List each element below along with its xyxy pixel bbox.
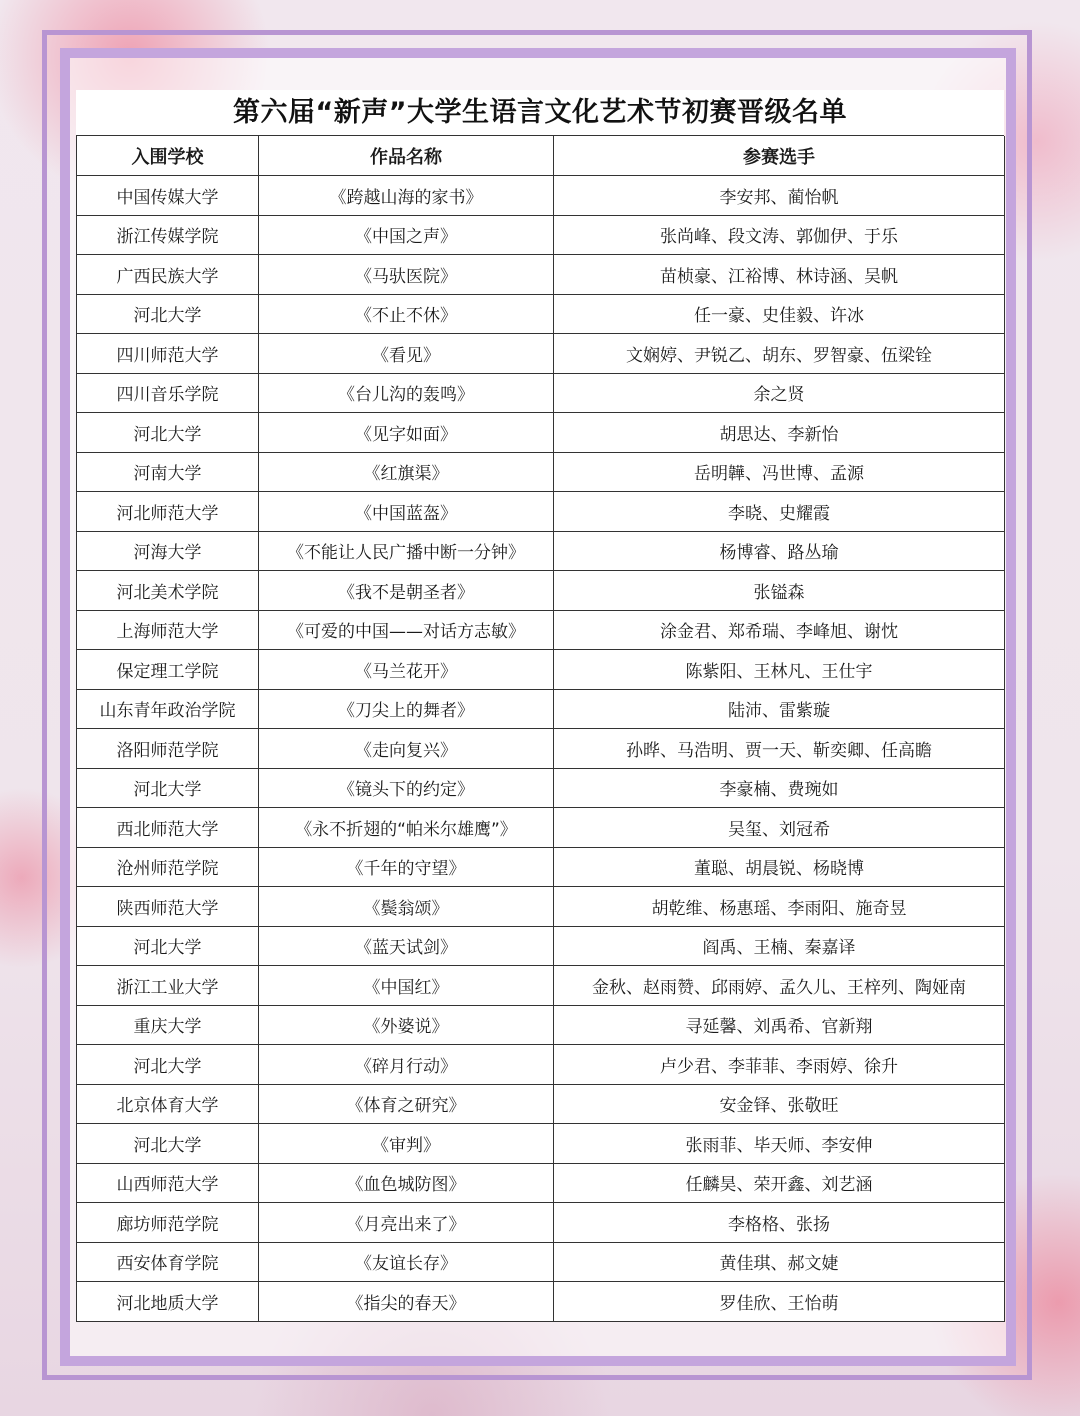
table-row — [77, 1084, 1005, 1124]
cell-players: 杨博睿、路丛瑜 — [554, 531, 1005, 571]
cell-work: 《体育之研究》 — [259, 1084, 554, 1124]
cell-work: 《千年的守望》 — [259, 847, 554, 887]
column-header-school: 入围学校 — [77, 136, 259, 176]
cell-school: 保定理工学院 — [77, 650, 259, 690]
table-row — [77, 729, 1005, 769]
cell-school: 四川音乐学院 — [77, 373, 259, 413]
cell-school: 上海师范大学 — [77, 610, 259, 650]
table-row — [77, 452, 1005, 492]
page-title: 第六届“新声”大学生语言文化艺术节初赛晋级名单 — [76, 90, 1004, 136]
table-row — [77, 176, 1005, 216]
table-row — [77, 847, 1005, 887]
cell-school: 四川师范大学 — [77, 334, 259, 374]
cell-school: 山东青年政治学院 — [77, 689, 259, 729]
cell-school: 河北美术学院 — [77, 571, 259, 611]
cell-school: 重庆大学 — [77, 1005, 259, 1045]
cell-players: 李格格、张扬 — [554, 1203, 1005, 1243]
cell-players: 涂金君、郑希瑞、李峰旭、谢忱 — [554, 610, 1005, 650]
cell-work: 《不能让人民广播中断一分钟》 — [259, 531, 554, 571]
cell-work: 《中国红》 — [259, 966, 554, 1006]
cell-work: 《刀尖上的舞者》 — [259, 689, 554, 729]
cell-players: 李晓、史耀霞 — [554, 492, 1005, 532]
cell-school: 河北大学 — [77, 1045, 259, 1085]
cell-school: 北京体育大学 — [77, 1084, 259, 1124]
cell-school: 洛阳师范学院 — [77, 729, 259, 769]
table-row — [77, 887, 1005, 927]
cell-school: 西安体育学院 — [77, 1242, 259, 1282]
cell-players: 胡乾维、杨惠瑶、李雨阳、施奇昱 — [554, 887, 1005, 927]
cell-work: 《永不折翅的“帕米尔雄鹰”》 — [259, 808, 554, 848]
cell-work: 《月亮出来了》 — [259, 1203, 554, 1243]
table-row — [77, 373, 1005, 413]
cell-school: 廊坊师范学院 — [77, 1203, 259, 1243]
cell-work: 《红旗渠》 — [259, 452, 554, 492]
cell-school: 中国传媒大学 — [77, 176, 259, 216]
results-table — [76, 136, 1005, 1322]
cell-players: 陈紫阳、王林凡、王仕宇 — [554, 650, 1005, 690]
cell-players: 李豪楠、费琬如 — [554, 768, 1005, 808]
column-header-players: 参赛选手 — [554, 136, 1005, 176]
cell-work: 《碎月行动》 — [259, 1045, 554, 1085]
cell-work: 《看见》 — [259, 334, 554, 374]
cell-players: 苗桢豪、江裕博、林诗涵、吴帆 — [554, 255, 1005, 295]
table-row — [77, 1005, 1005, 1045]
cell-work: 《马兰花开》 — [259, 650, 554, 690]
cell-work: 《我不是朝圣者》 — [259, 571, 554, 611]
table-row — [77, 1203, 1005, 1243]
cell-school: 河海大学 — [77, 531, 259, 571]
cell-players: 岳明韡、冯世博、孟源 — [554, 452, 1005, 492]
table-row — [77, 966, 1005, 1006]
cell-work: 《指尖的春天》 — [259, 1282, 554, 1322]
table-row — [77, 650, 1005, 690]
table-row — [77, 215, 1005, 255]
cell-players: 董聪、胡晨锐、杨晓博 — [554, 847, 1005, 887]
cell-work: 《审判》 — [259, 1124, 554, 1164]
cell-players: 张尚峰、段文涛、郭伽伊、于乐 — [554, 215, 1005, 255]
cell-school: 陕西师范大学 — [77, 887, 259, 927]
table-row — [77, 610, 1005, 650]
cell-work: 《血色城防图》 — [259, 1163, 554, 1203]
cell-players: 安金铎、张敬旺 — [554, 1084, 1005, 1124]
cell-school: 河北大学 — [77, 294, 259, 334]
cell-school: 广西民族大学 — [77, 255, 259, 295]
cell-work: 《走向复兴》 — [259, 729, 554, 769]
table-row — [77, 689, 1005, 729]
cell-school: 河北大学 — [77, 926, 259, 966]
cell-work: 《外婆说》 — [259, 1005, 554, 1045]
cell-work: 《中国蓝盔》 — [259, 492, 554, 532]
cell-players: 任一豪、史佳毅、许冰 — [554, 294, 1005, 334]
cell-players: 陆沛、雷紫璇 — [554, 689, 1005, 729]
cell-players: 张雨菲、毕天师、李安伸 — [554, 1124, 1005, 1164]
cell-work: 《可爱的中国——对话方志敏》 — [259, 610, 554, 650]
table-row — [77, 1163, 1005, 1203]
cell-players: 余之贤 — [554, 373, 1005, 413]
cell-work: 《鬓翁颂》 — [259, 887, 554, 927]
cell-work: 《中国之声》 — [259, 215, 554, 255]
cell-school: 山西师范大学 — [77, 1163, 259, 1203]
cell-players: 寻延馨、刘禹希、官新翔 — [554, 1005, 1005, 1045]
cell-players: 胡思达、李新怡 — [554, 413, 1005, 453]
cell-players: 阎禹、王楠、秦嘉译 — [554, 926, 1005, 966]
cell-work: 《马驮医院》 — [259, 255, 554, 295]
column-header-work: 作品名称 — [259, 136, 554, 176]
table-row — [77, 334, 1005, 374]
cell-school: 河南大学 — [77, 452, 259, 492]
cell-school: 西北师范大学 — [77, 808, 259, 848]
cell-work: 《见字如面》 — [259, 413, 554, 453]
cell-school: 河北地质大学 — [77, 1282, 259, 1322]
cell-players: 吴玺、刘冠希 — [554, 808, 1005, 848]
table-row — [77, 571, 1005, 611]
cell-school: 浙江工业大学 — [77, 966, 259, 1006]
cell-school: 河北师范大学 — [77, 492, 259, 532]
cell-work: 《跨越山海的家书》 — [259, 176, 554, 216]
table-row — [77, 926, 1005, 966]
table-row — [77, 1282, 1005, 1322]
cell-players: 孙晔、马浩明、贾一天、靳奕卿、任高瞻 — [554, 729, 1005, 769]
cell-players: 罗佳欣、王怡萌 — [554, 1282, 1005, 1322]
cell-school: 浙江传媒学院 — [77, 215, 259, 255]
cell-school: 河北大学 — [77, 1124, 259, 1164]
table-row — [77, 1045, 1005, 1085]
cell-school: 河北大学 — [77, 413, 259, 453]
cell-work: 《台儿沟的轰鸣》 — [259, 373, 554, 413]
table-row — [77, 531, 1005, 571]
cell-work: 《友谊长存》 — [259, 1242, 554, 1282]
cell-work: 《不止不休》 — [259, 294, 554, 334]
cell-work: 《镜头下的约定》 — [259, 768, 554, 808]
table-row — [77, 808, 1005, 848]
table-row — [77, 413, 1005, 453]
cell-school: 沧州师范学院 — [77, 847, 259, 887]
cell-players: 卢少君、李菲菲、李雨婷、徐升 — [554, 1045, 1005, 1085]
table-header-row — [77, 136, 1005, 176]
cell-players: 张镒森 — [554, 571, 1005, 611]
table-row — [77, 255, 1005, 295]
cell-players: 任麟昊、荣开鑫、刘艺涵 — [554, 1163, 1005, 1203]
cell-players: 金秋、赵雨赞、邱雨婷、孟久儿、王梓列、陶娅南 — [554, 966, 1005, 1006]
results-sheet — [76, 90, 1004, 1322]
cell-work: 《蓝天试剑》 — [259, 926, 554, 966]
table-body — [77, 176, 1005, 1322]
table-row — [77, 492, 1005, 532]
table-row — [77, 294, 1005, 334]
table-row — [77, 768, 1005, 808]
cell-players: 李安邦、蔺怡帆 — [554, 176, 1005, 216]
table-row — [77, 1124, 1005, 1164]
cell-players: 文娴婷、尹锐乙、胡东、罗智豪、伍梁铨 — [554, 334, 1005, 374]
cell-players: 黄佳琪、郝文婕 — [554, 1242, 1005, 1282]
cell-school: 河北大学 — [77, 768, 259, 808]
table-row — [77, 1242, 1005, 1282]
